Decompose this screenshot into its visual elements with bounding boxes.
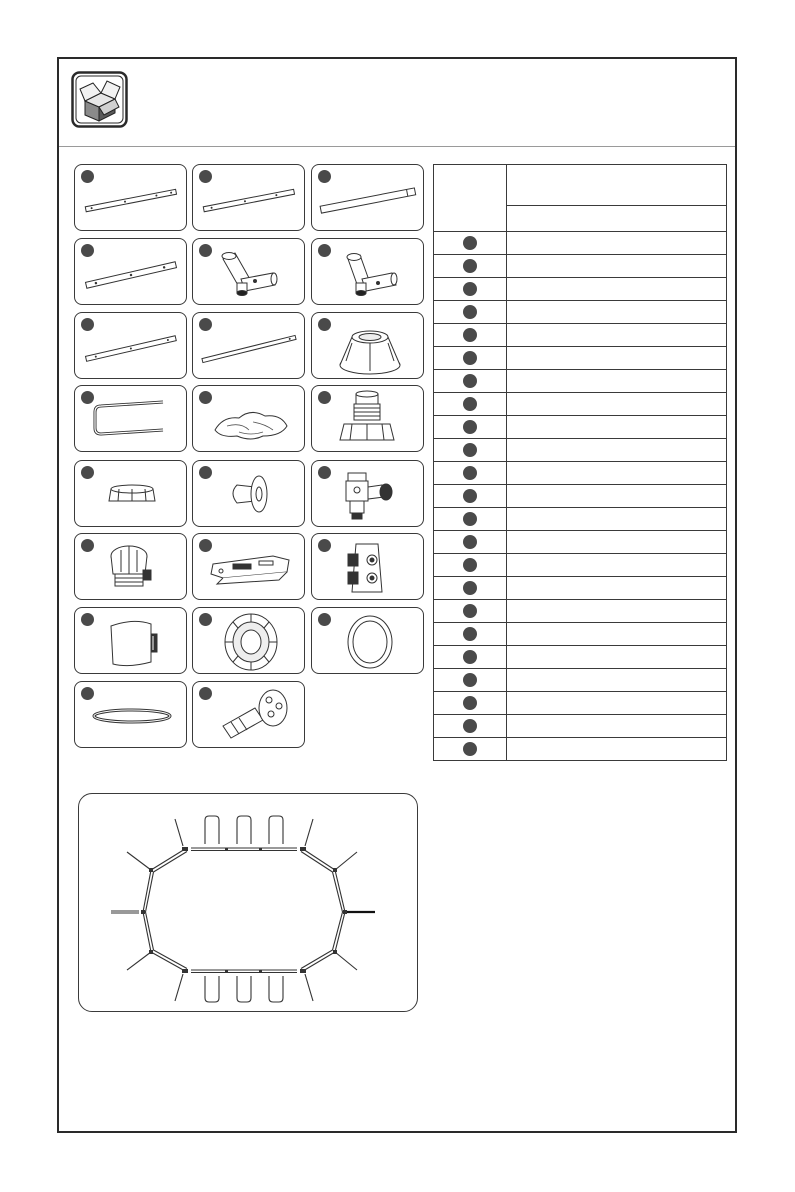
table-cell-marker	[434, 623, 507, 646]
t-joint-icon	[312, 239, 424, 305]
inlet-nozzle-icon	[193, 461, 305, 527]
ground-cloth-icon	[193, 386, 305, 452]
part-marker	[463, 374, 477, 388]
part-marker	[463, 742, 477, 756]
part-marker	[463, 397, 477, 411]
table-cell-marker	[434, 531, 507, 554]
flow-valve-icon	[312, 534, 424, 600]
part-tile-rail-b	[192, 164, 305, 231]
table-row	[434, 600, 727, 623]
table-cell-description	[507, 577, 727, 600]
table-cell-description	[507, 669, 727, 692]
part-marker	[463, 604, 477, 618]
table-row	[434, 232, 727, 255]
table-row	[434, 462, 727, 485]
plunger-valve-icon	[312, 461, 424, 527]
part-marker	[463, 627, 477, 641]
table-row	[434, 393, 727, 416]
leg-cap-icon	[312, 313, 424, 379]
table-cell-marker	[434, 485, 507, 508]
u-support-icon	[75, 386, 187, 452]
table-cell-marker	[434, 715, 507, 738]
table-cell-description	[507, 462, 727, 485]
table-row	[434, 669, 727, 692]
part-marker	[463, 719, 477, 733]
parts-table	[433, 164, 727, 761]
open-box-icon	[71, 71, 128, 128]
strainer-grid-icon	[193, 608, 305, 674]
table-cell-description	[507, 600, 727, 623]
table-row	[434, 715, 727, 738]
table-cell-marker	[434, 393, 507, 416]
table-cell-description	[507, 416, 727, 439]
table-cell-marker	[434, 646, 507, 669]
part-tile-ground-cloth	[192, 385, 305, 452]
part-tile-plunger-valve	[311, 460, 424, 527]
skimmer-bracket-icon	[193, 534, 305, 600]
drain-plug-icon	[75, 461, 187, 527]
table-cell-description	[507, 232, 727, 255]
part-tile-strainer-connector	[311, 385, 424, 452]
table-cell-description	[507, 393, 727, 416]
table-row	[434, 324, 727, 347]
jet-nozzle-icon	[193, 682, 305, 748]
part-marker	[463, 259, 477, 273]
part-tile-flow-valve	[311, 533, 424, 600]
skimmer-box-icon	[75, 608, 187, 674]
table-cell-marker	[434, 692, 507, 715]
part-tile-inlet-nozzle	[192, 460, 305, 527]
part-tile-u-support	[74, 385, 187, 452]
table-cell-marker	[434, 462, 507, 485]
part-marker	[463, 581, 477, 595]
table-header-quantity	[507, 206, 727, 232]
rail-with-holes-icon	[75, 313, 187, 379]
table-row	[434, 255, 727, 278]
plain-rail-icon	[312, 165, 424, 231]
part-marker	[463, 351, 477, 365]
part-tile-flat-washer	[311, 607, 424, 674]
table-cell-marker	[434, 347, 507, 370]
table-cell-description	[507, 623, 727, 646]
table-cell-marker	[434, 416, 507, 439]
part-marker	[463, 328, 477, 342]
part-tile-o-ring	[74, 681, 187, 748]
table-cell-marker	[434, 301, 507, 324]
table-cell-description	[507, 692, 727, 715]
part-marker	[463, 466, 477, 480]
strainer-housing-icon	[75, 534, 187, 600]
table-cell-description	[507, 370, 727, 393]
table-cell-marker	[434, 324, 507, 347]
rail-with-holes-icon	[75, 239, 187, 305]
thin-rail-icon	[193, 313, 305, 379]
part-tile-t-joint-left	[192, 238, 305, 305]
part-marker	[463, 512, 477, 526]
table-cell-description	[507, 324, 727, 347]
table-row	[434, 485, 727, 508]
table-header-ref	[434, 165, 507, 232]
part-marker	[463, 673, 477, 687]
part-tile-strainer-housing	[74, 533, 187, 600]
table-row	[434, 508, 727, 531]
table-row	[434, 531, 727, 554]
table-cell-marker	[434, 278, 507, 301]
table-cell-description	[507, 301, 727, 324]
table-header-row	[434, 165, 727, 206]
table-header-description	[507, 165, 727, 206]
table-cell-marker	[434, 439, 507, 462]
part-tile-t-joint-right	[311, 238, 424, 305]
table-cell-marker	[434, 554, 507, 577]
table-cell-marker	[434, 669, 507, 692]
oval-frame-layout-icon	[79, 794, 419, 1013]
table-cell-marker	[434, 738, 507, 761]
table-cell-description	[507, 554, 727, 577]
table-row	[434, 577, 727, 600]
table-cell-marker	[434, 232, 507, 255]
part-marker	[463, 558, 477, 572]
table-row	[434, 416, 727, 439]
table-row	[434, 347, 727, 370]
table-cell-marker	[434, 600, 507, 623]
table-cell-description	[507, 715, 727, 738]
header-divider	[59, 146, 735, 147]
part-tile-drain-plug	[74, 460, 187, 527]
part-marker	[463, 696, 477, 710]
part-marker	[463, 650, 477, 664]
part-tile-rail-c	[311, 164, 424, 231]
table-cell-marker	[434, 255, 507, 278]
table-cell-description	[507, 255, 727, 278]
table-cell-description	[507, 278, 727, 301]
table-row	[434, 439, 727, 462]
table-row	[434, 692, 727, 715]
part-marker	[463, 443, 477, 457]
part-tile-long-rail	[74, 164, 187, 231]
part-marker	[463, 489, 477, 503]
table-cell-description	[507, 347, 727, 370]
table-cell-marker	[434, 508, 507, 531]
part-tile-skimmer-box	[74, 607, 187, 674]
part-tile-rail-e	[74, 312, 187, 379]
washer-icon	[312, 608, 424, 674]
o-ring-icon	[75, 682, 187, 748]
table-row	[434, 646, 727, 669]
table-row	[434, 554, 727, 577]
table-cell-description	[507, 485, 727, 508]
table-row	[434, 738, 727, 761]
table-row	[434, 370, 727, 393]
part-tile-strainer-grid	[192, 607, 305, 674]
part-marker	[463, 282, 477, 296]
table-cell-marker	[434, 577, 507, 600]
table-row	[434, 278, 727, 301]
table-cell-description	[507, 646, 727, 669]
table-row	[434, 301, 727, 324]
part-tile-leg-cap	[311, 312, 424, 379]
table-cell-marker	[434, 370, 507, 393]
part-tile-rail-d	[74, 238, 187, 305]
part-tile-skimmer-bracket	[192, 533, 305, 600]
t-joint-icon	[193, 239, 305, 305]
rail-with-holes-icon	[193, 165, 305, 231]
part-marker	[463, 236, 477, 250]
part-marker	[463, 535, 477, 549]
table-cell-description	[507, 738, 727, 761]
table-cell-description	[507, 439, 727, 462]
part-marker	[463, 305, 477, 319]
table-cell-description	[507, 531, 727, 554]
part-marker	[463, 420, 477, 434]
table-row	[434, 623, 727, 646]
frame-layout-diagram	[78, 793, 418, 1012]
strainer-connector-icon	[312, 386, 424, 452]
part-tile-jet-nozzle	[192, 681, 305, 748]
part-tile-thin-rail	[192, 312, 305, 379]
rail-with-holes-icon	[75, 165, 187, 231]
table-cell-description	[507, 508, 727, 531]
